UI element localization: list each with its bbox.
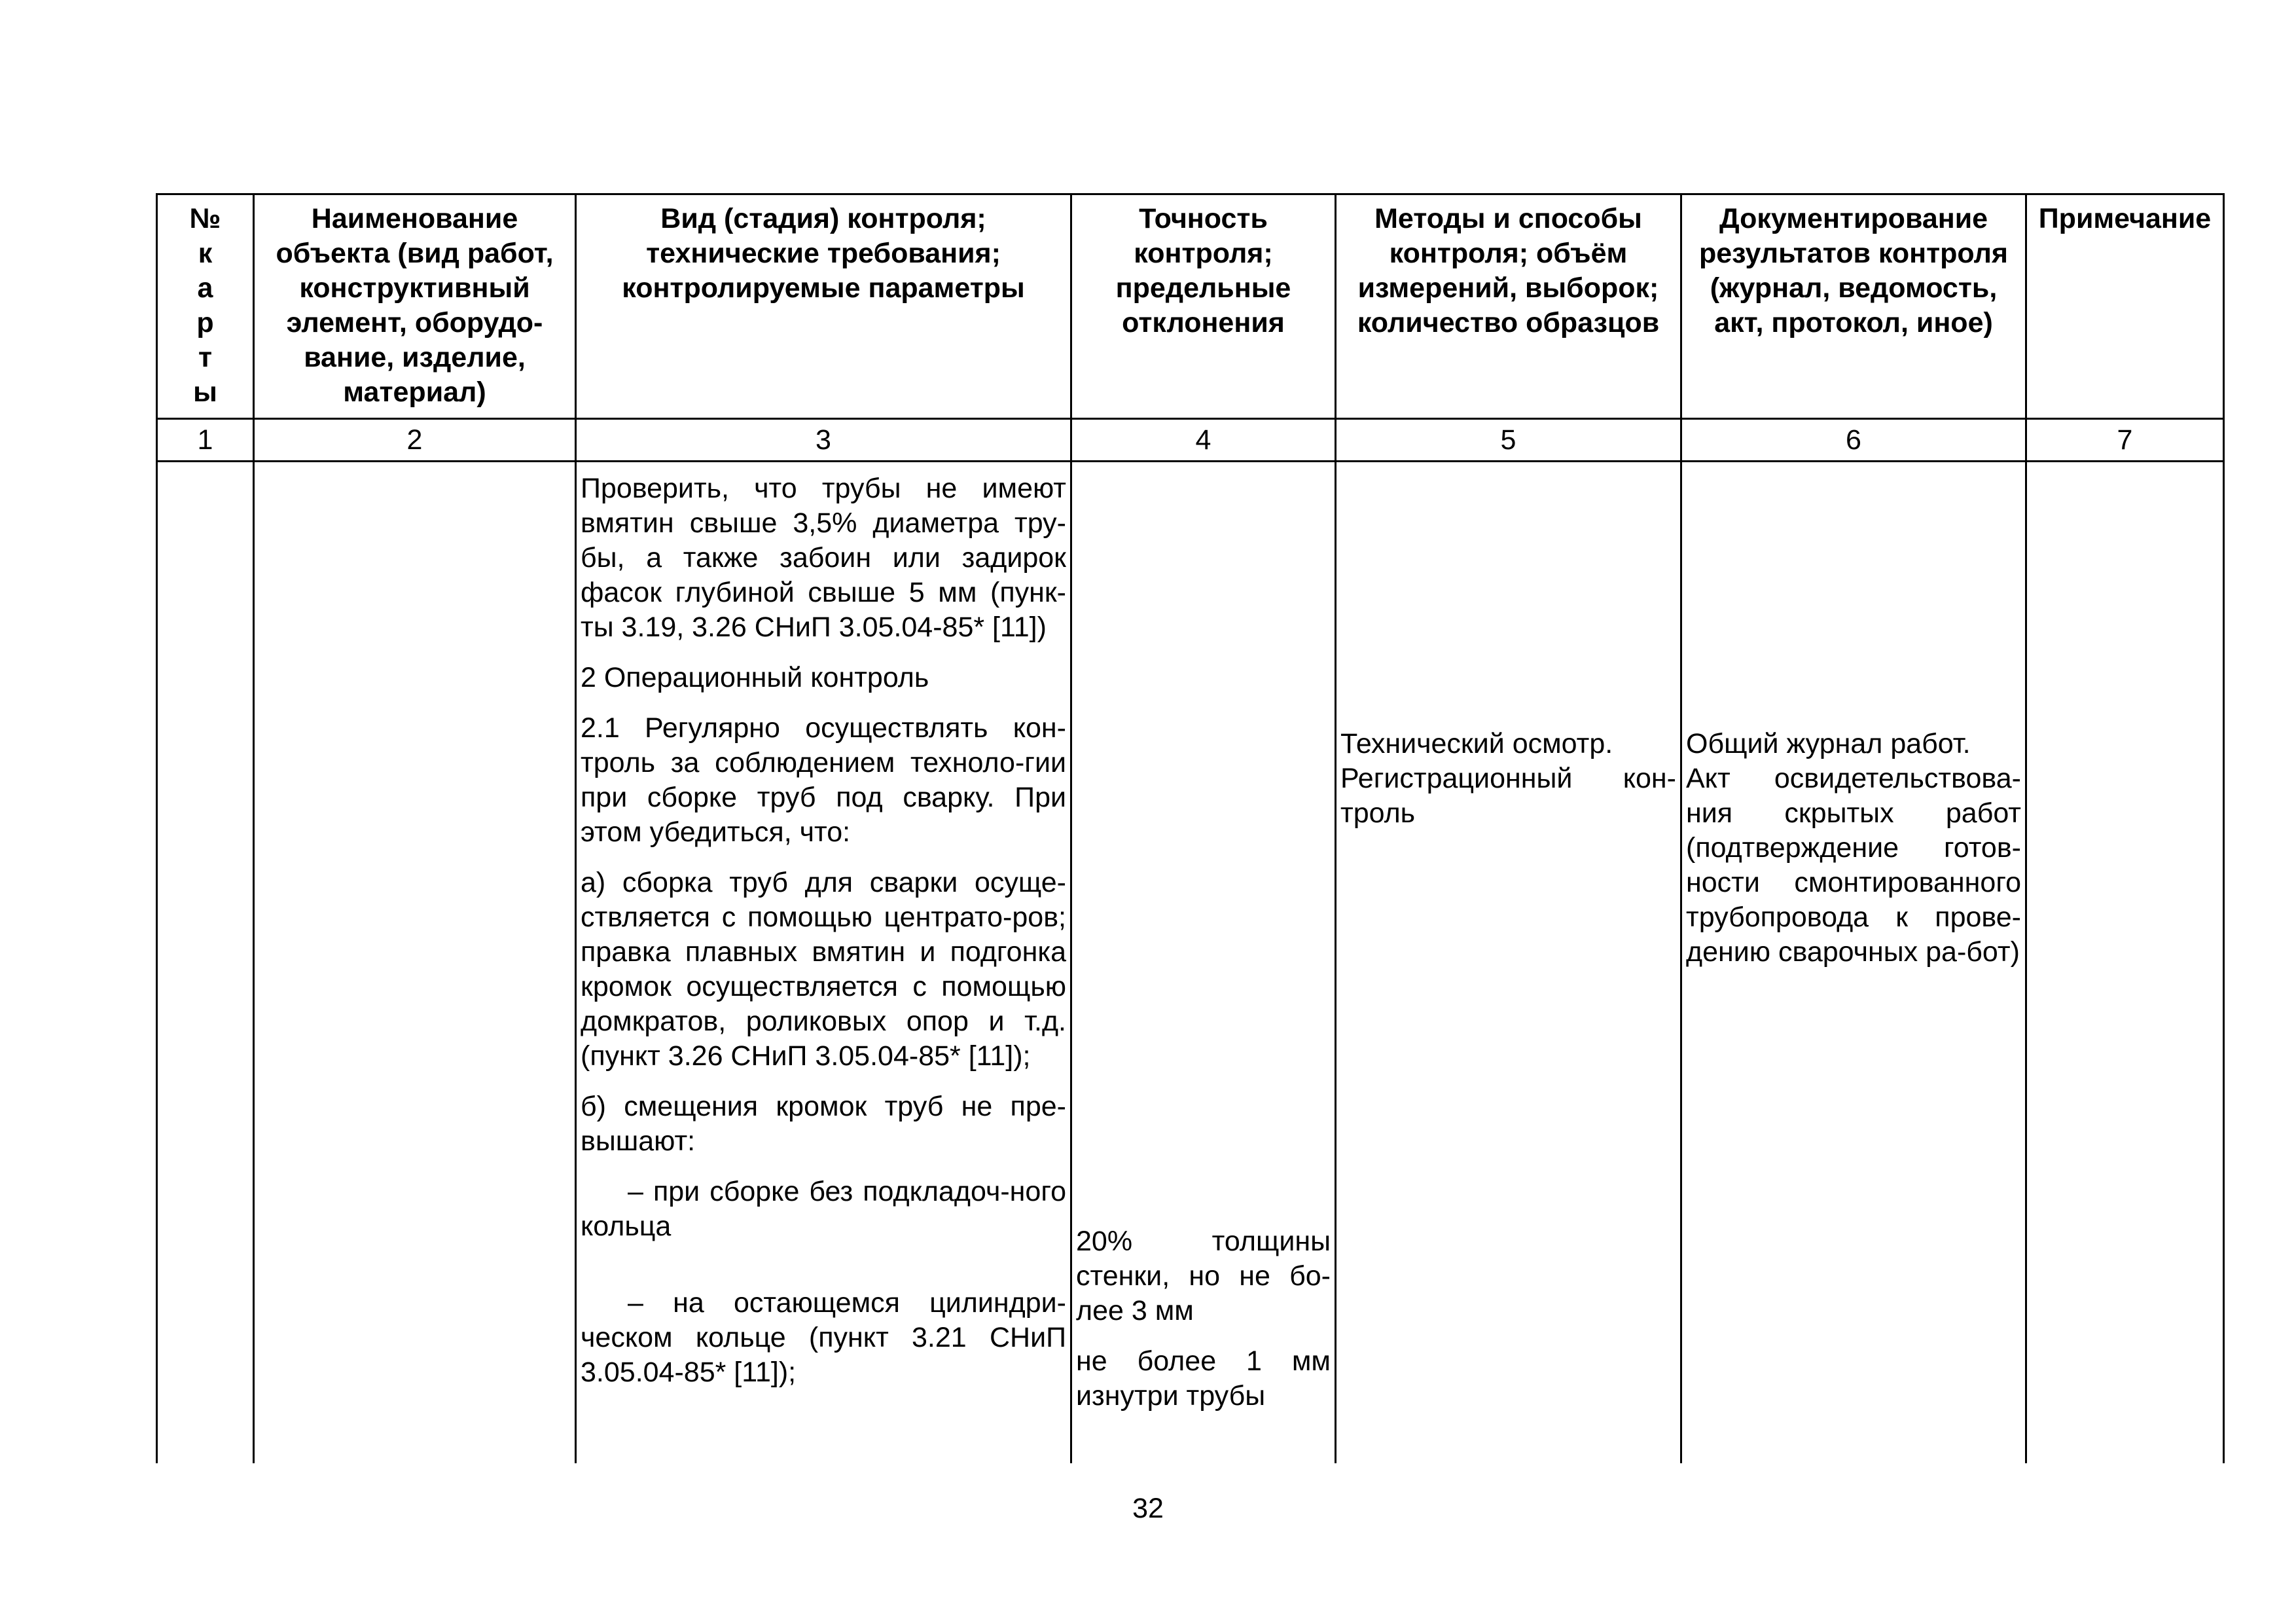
header-row [157,194,2224,419]
requirement-paragraph: а) сборка труб для сварки осуще-ствляется с помощью центрато-ров; правка плавных вмятин и подгонка кромок осуществляется с помощью домкратов, роликовых опор и т.д. (пункт 3.26 СНиП 3.05.04-85* [11]); [581,867,1066,1072]
cell-card-number [157,462,254,1464]
requirement-paragraph: 2.1 Регулярно осуществлять кон-троль за соблюдением техноло-гии при сборке труб под сварку. При этом убедиться, что: [581,712,1066,848]
header-object-name: Наименование объекта (вид работ, конструктивный элемент, оборудо- вание, изделие, материал) [254,194,576,419]
section-heading: 2 Операционный контроль [581,662,929,693]
requirement-paragraph: б) смещения кромок труб не пре-вышают: [581,1091,1066,1157]
column-number-row [157,419,2224,462]
column-number: 6 [1681,419,2026,462]
cell-object-name [254,462,576,1464]
tolerance-value: не более 1 мм изнутри трубы [1076,1345,1331,1412]
requirement-item: – на остающемся цилиндри-ческом кольце (пункт 3.21 СНиП 3.05.04-85* [11]); [581,1287,1066,1388]
method-text: Регистрационный кон-троль [1340,763,1676,829]
header-accuracy: Точность контроля; предельные отклонения [1071,194,1336,419]
cell-accuracy [1071,462,1336,1464]
requirement-item: – при сборке без подкладоч-ного кольца [581,1176,1066,1242]
header-methods: Методы и способы контроля; объём измерений, выборок; количество образцов [1336,194,1681,419]
header-documentation: Документирование результатов контроля (журнал, ведомость, акт, протокол, иное) [1681,194,2026,419]
column-number: 5 [1336,419,1681,462]
column-number: 4 [1071,419,1336,462]
page-number: 32 [1132,1493,1164,1524]
column-number: 1 [157,419,254,462]
cell-methods [1336,462,1681,1464]
header-card-number: № к а р т ы [157,194,254,419]
column-number: 7 [2026,419,2224,462]
header-note: Примечание [2026,194,2224,419]
control-table [156,193,2225,1463]
method-text: Технический осмотр. [1340,728,1613,759]
requirement-paragraph: Проверить, что трубы не имеют вмятин свыше 3,5% диаметра тру-бы, а также забоин или задирок фасок глубиной свыше 5 мм (пунк-ты 3.19, 3.26 СНиП 3.05.04-85* [11]) [581,473,1066,643]
table-row [157,462,2224,1464]
cell-documentation [1681,462,2026,1464]
documentation-text: Общий журнал работ. [1686,728,1971,759]
tolerance-value: 20% толщины стенки, но не бо-лее 3 мм [1076,1226,1331,1326]
cell-control-requirements [576,462,1071,1464]
documentation-text: Акт освидетельствова-ния скрытых работ (подтверждение готов-ности смонтированного трубопровода к прове-дению сварочных ра-бот) [1686,763,2021,968]
cell-note [2026,462,2224,1464]
column-number: 3 [576,419,1071,462]
header-control-type: Вид (стадия) контроля; технические требования; контролируемые параметры [576,194,1071,419]
column-number: 2 [254,419,576,462]
